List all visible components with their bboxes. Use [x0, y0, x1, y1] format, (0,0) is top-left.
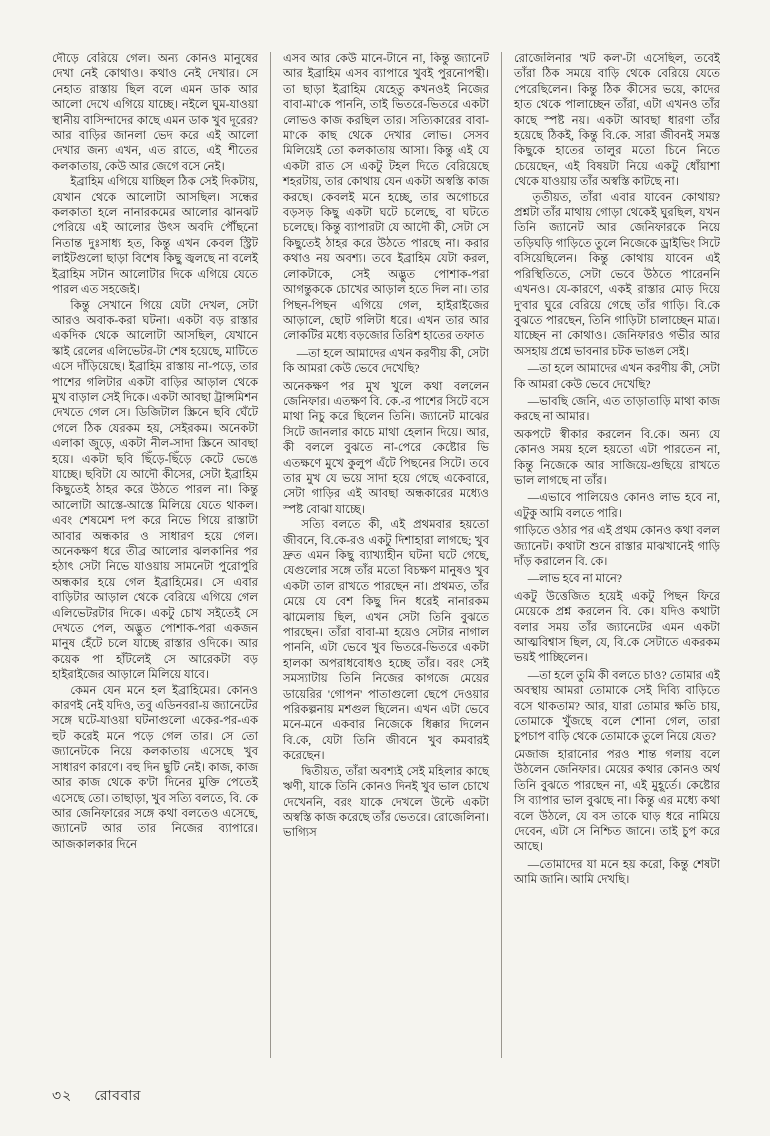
dialogue-line: —তা হলে আমাদের এখন করণীয় কী, সেটা কি আমরা কেউ ভেবে দেখেছি? — [283, 347, 489, 376]
body-paragraph: এসব আর কেউ মানে-টানে না, কিন্তু জ্যানেট আর ইব্রাহিম এসব ব্যাপারে খুবই পুরনোপন্থী। তা ছাড়া ইব্রাহিম যেহেতু কখনওই নিজের বাবা-মা'কে পাননি, তাই ভিতরে-ভিতরে একটা লোভও কাজ করছিল তার। সত্যিকারের বাবা-মা'কে কাছ থেকে দেখার লোভ। সেসব মিলিয়েই তো কলকাতায় আসা। কিন্তু এই যে একটা রাত সে একটু টহল দিতে বেরিয়েছে শহরটায়, তার কোথায় যেন একটা অস্বস্তি কাজ করছে। কেবলই মনে হচ্ছে, তার অগোচরে বড়সড় কিছু একটা ঘটে চলেছে, বা ঘটতে চলেছে। কিন্তু ব্যাপারটা যে আদৌ কী, সেটা সে কিছুতেই ঠাহর করে উঠতে পারছে না। করার কথাও নয় অবশ্য। তবে ইব্রাহিম যেটা করল, লোকটাকে, সেই অদ্ভুত পোশাক-পরা আগন্তুককে চোখের আড়াল হতে দিল না। তার পিছন-পিছন এগিয়ে গেল, হাইরাইজের আড়ালে, ছোট গলিটা ধরে। এখন তার আর লোকটির মধ্যে বড়জোর তিরিশ হাতের তফাত — [283, 53, 489, 343]
dialogue-line: —লাভ হবে না মানে? — [527, 573, 622, 586]
body-paragraph: রোজেলিনার 'খট কল'-টা এসেছিল, তবেই তাঁরা ঠিক সময়ে বাড়ি থেকে বেরিয়ে যেতে পেরেছিলেন। কিন্তু ঠিক কীসের ভয়ে, কাদের হাত থেকে পালাচ্ছেন তাঁরা, এটা এখনও তাঁর কাছে স্পষ্ট নয়। একটা আবছা ধারণা তাঁর হয়েছে ঠিকই, কিন্তু বি.কে. সারা জীবনই সমস্ত কিছুকে হাতের তালুর মতো চিনে নিতে চেয়েছেন, এই বিষয়টা নিয়ে একটু ধোঁয়াশা থেকে যাওয়ায় তাঁর অস্বস্তি কাটছে না। — [514, 53, 720, 189]
text-column-2 — [270, 52, 501, 1058]
dialogue-line: —ভাবছি জেনি, এত তাড়াতাড়ি মাথা কাজ করছে না আমার। — [514, 395, 720, 424]
text-column-3 — [501, 52, 720, 1058]
dialogue-line: —তোমাদের যা মনে হয় করো, কিন্তু শেষটা আমি জানি। আমি দেখছি। — [514, 858, 720, 887]
magazine-title: রোববার — [94, 1089, 142, 1104]
dialogue-line: —তা হলে তুমি কী বলতে চাও? তোমার এই অবস্থায় আমরা তোমাকে সেই দিব্যি বাড়িতে বসে থাকতাম? আর, যারা তোমার ক্ষতি চায়, তোমাকে খুঁজছে বলে শোনা গেল, তারা চুপচাপ বাড়ি থেকে তোমাকে তুলে নিয়ে যেত? — [514, 669, 720, 744]
dialogue-line: —তা হলে আমাদের এখন করণীয় কী, সেটা কি আমরা কেউ ভেবে দেখেছি? — [514, 363, 720, 391]
dialogue-line: —এভাবে পালিয়েও কোনও লাভ হবে না, এটুকু আমি বলতে পারি। — [514, 492, 720, 520]
body-paragraph: অকপটে স্বীকার করলেন বি.কে। অন্য যে কোনও সময় হলে হয়তো এটা পারতেন না, কিন্তু নিজেকে আর সাজিয়ে-গুছিয়ে রাখতে ভাল লাগছে না তাঁর। — [514, 428, 720, 487]
body-paragraph: মেজাজ হারানোর পরও শান্ত গলায় বলে উঠলেন জেনিফার। মেয়ের কথার কোনও অর্থ তিনি বুঝতে পারছেন না, এই মুহূর্তে। কেষ্টোর সি ব্যাপার ভাল বুঝছে না। কিন্তু এর মধ্যে কথা বলে উঠলে, যে বস তাকে ঘাড় ধরে নামিয়ে দেবেন, এটা সে নিশ্চিত জানে। তাই চুপ করে আছে। — [514, 748, 720, 854]
body-paragraph: গাড়িতে ওঠার পর এই প্রথম কোনও কথা বলল জ্যানেট। কথাটা শুনে রাস্তার মাঝখানেই গাড়ি দাঁড় করালেন বি. কে। — [514, 525, 720, 568]
body-paragraph: সত্যি বলতে কী, এই প্রথমবার হয়তো জীবনে, বি.কে-রও একটু দিশাহারা লাগছে; খুব দ্রুত এমন কিছু ব্যাখ্যাহীন ঘটনা ঘটে গেছে, যেগুলোর সঙ্গে তাঁর মতো বিচক্ষণ মানুষও খুব একটা তাল রাখতে পারছেন না। প্রথমত, তাঁর মেয়ে যে বেশ কিছু দিন ধরেই নানারকম ঝামেলায় ছিল, এখন সেটা তিনি বুঝতে পারছেন। তাঁরা বাবা-মা হয়েও সেটার নাগাল পাননি, এটা ভেবে খুব ভিতরে-ভিতরে একটা হালকা অপরাধবোধও হচ্ছে তাঁর। বরং সেই সমস্যাটায় তিনি নিজের কাগজে মেয়ের ডায়েরির 'গোপন' পাতাগুলো ছেপে দেওয়ার পরিকল্পনায় মশগুল ছিলেন। এখন এটা ভেবে মনে-মনে একবার নিজেকে ধিক্কার দিলেন বি.কে, যেটা তিনি জীবনে খুব কমবারই করেছেন। — [283, 519, 489, 763]
body-paragraph: দ্বিতীয়ত, তাঁরা অবশ্যই সেই মহিলার কাছে ঋণী, যাকে তিনি কোনও দিনই খুব ভাল চোখে দেখেননি, বরং যাকে দেখলে উল্টে একটা অস্বস্তি কাজ করেছে তাঁর ভেতরে। রোজেলিনা। ভাগ্যিস — [283, 765, 489, 840]
body-paragraph: অনেকক্ষণ পর মুখ খুলে কথা বললেন জেনিফার। এতক্ষণ বি. কে.-র পাশের সিটে বসে মাথা নিচু করে ছিলেন তিনি। জ্যানেট মাঝের সিটে জানলার কাচে মাথা হেলান দিয়ে। আর, কী বললে বুঝতে না-পেরে কেষ্টোর ভি এতক্ষণে মুখে কুলুপ এঁটে পিছনের সিটে। তবে তার মুখ যে ভয়ে সাদা হয়ে গেছে একেবারে, সেটা গাড়ির এই আবছা অন্ধকারের মধ্যেও স্পষ্ট বোঝা যাচ্ছে। — [283, 380, 489, 516]
body-paragraph: একটু উত্তেজিত হয়েই একটু পিছন ফিরে মেয়েকে প্রশ্ন করলেন বি. কে। যদিও কথাটা বলার সময় তাঁর জ্যানেটের এমন একটা আত্মবিশ্বাস ছিল, যে, বি.কে সেটাতে একরকম ভয়ই পাচ্ছিলেন। — [514, 590, 720, 665]
body-paragraph: কিন্তু সেখানে গিয়ে যেটা দেখল, সেটা আরও অবাক-করা ঘটনা। একটা বড় রাস্তার একদিক থেকে আলোটা আসছিল, যেখানে স্কাই রেলের এলিভেটর-টা শেষ হয়েছে, মাটিতে এসে দাঁড়িয়েছে। ইব্রাহিম রাস্তায় না-পড়ে, তার পাশের গলিটার একটা বাড়ির আড়াল থেকে মুখ বাড়াল সেই দিকে। একটা আবছা ট্রান্সমিশন দেখতে গেল সে। ডিজিটাল স্ক্রিনে ছবি ঘেঁটে গেলে ঠিক যেরকম হয়, সেইরকম। অনেকটা এলাকা জুড়ে, একটা নীল-সাদা স্ক্রিনে আবছা হয়ে। একটা ছবি ছিঁড়ে-ছিঁড়ে কেটে ভেঙে যাচ্ছে। ছবিটা যে আদৌ কীসের, সেটা ইব্রাহিম কিছুতেই ঠাহর করে উঠতে পারল না। কিন্তু আলোটা আস্তে-আস্তে মিলিয়ে যেতে থাকল। এবং শেষমেশ দপ করে নিভে গিয়ে রাস্তাটা আবার অন্ধকার ও সাধারণ হয়ে গেল। অনেকক্ষণ ধরে তীব্র আলোর ঝলকানির পর হঠাৎ সেটা নিভে যাওয়ায় সামনেটা পুরোপুরি অন্ধকার হয়ে গেল ইব্রাহিমের। সে এবার বাড়িটার আড়াল থেকে বেরিয়ে এগিয়ে গেল এলিভেটরটার দিকে। একটু চোখ সইতেই সে দেখতে পেল, অদ্ভুত পোশাক-পরা একজন মানুষ হেঁটে চলে যাচ্ছে রাস্তার ওদিকে। আর কয়েক পা হাঁটলেই সে আরেকটা বড় হাইরাইজের আড়ালে মিলিয়ে যাবে। — [52, 299, 258, 682]
body-paragraph: তৃতীয়ত, তাঁরা এবার যাবেন কোথায়? প্রশ্নটা তাঁর মাথায় গোড়া থেকেই ঘুরছিল, যখন তিনি জ্যানেট আর জেনিফারকে নিয়ে তড়িঘড়ি গাড়িতে তুলে নিজেকে ড্রাইভিং সিটে বসিয়েছিলেন। কিন্তু কোথায় যাবেন এই পরিস্থিতিতে, সেটা ভেবে উঠতে পারেননি এখনও। যে-কারণে, একই রাস্তার মোড় দিয়ে দু'বার ঘুরে বেরিয়ে গেছে তাঁর গাড়ি। বি.কে বুঝতে পারছেন, তিনি গাড়িটা চালাচ্ছেন মাত্র। যাচ্ছেন না কোথাও। জেনিফারও গভীর আর অসহায় প্রশ্নে ভাবনার চটক ভাঙল সেই। — [514, 191, 720, 358]
body-paragraph: কেমন যেন মনে হল ইব্রাহিমের। কোনও কারণই নেই যদিও, তবু এডিনবরা-য় জ্যানেটের সঙ্গে ঘটে-যাওয়া ঘটনাগুলো একের-পর-এক হুট করেই মনে পড়ে গেল তার। সে তো জ্যানেটকে নিয়ে কলকাতায় এসেছে খুব সাধারণ কারণে। বহু দিন ছুটি নেই। কাজ, কাজ আর কাজ থেকে ক'টা দিনের মুক্তি পেতেই এসেছে তো। তাছাড়া, খুব সত্যি বলতে, বি. কে আর জেনিফারের সঙ্গে কথা বলতেও এসেছে, জ্যানেট আর তার নিজের ব্যাপারে। আজকালকার দিনে — [52, 684, 258, 851]
page-number: ৩২ — [52, 1089, 73, 1104]
body-paragraph: দৌড়ে বেরিয়ে গেল। অন্য কোনও মানুষের দেখা নেই কোথাও। কথাও নেই দেখার। সে নেহাত রাস্তায় ছিল বলে এমন ডাক আর আলো দেখে এগিয়ে যাচ্ছে। নইলে ঘুম-যাওয়া স্থানীয় বাসিন্দাদের কাছে এমন ডাক খুব দূরের? আর বাড়ির জানলা ভেদ করে এই আলো দেখার জন্য এখন, এত রাতে, এই শীতের কলকাতায়, কেউ আর জেগে বসে নেই। — [52, 53, 258, 173]
text-columns — [52, 52, 720, 1058]
page-footer — [52, 1084, 720, 1108]
body-paragraph: ইব্রাহিম এগিয়ে যাচ্ছিল ঠিক সেই দিকটায়, যেখান থেকে আলোটা আসছিল। সন্ধের কলকাতা হলে নানারকমের আলোর ঝানঝট পেরিয়ে এই আলোর উৎস অবদি পৌঁছনো নিতান্ত দুঃসাধ্য হত, কিন্তু এখন কেবল স্ট্রিট লাইটগুলো ছাড়া বিশেষ কিছু জ্বলছে না বলেই ইব্রাহিম সটান আলোটার দিকে এগিয়ে যেতে পারল এত সহজেই। — [52, 176, 258, 297]
text-column-1 — [52, 52, 270, 1058]
